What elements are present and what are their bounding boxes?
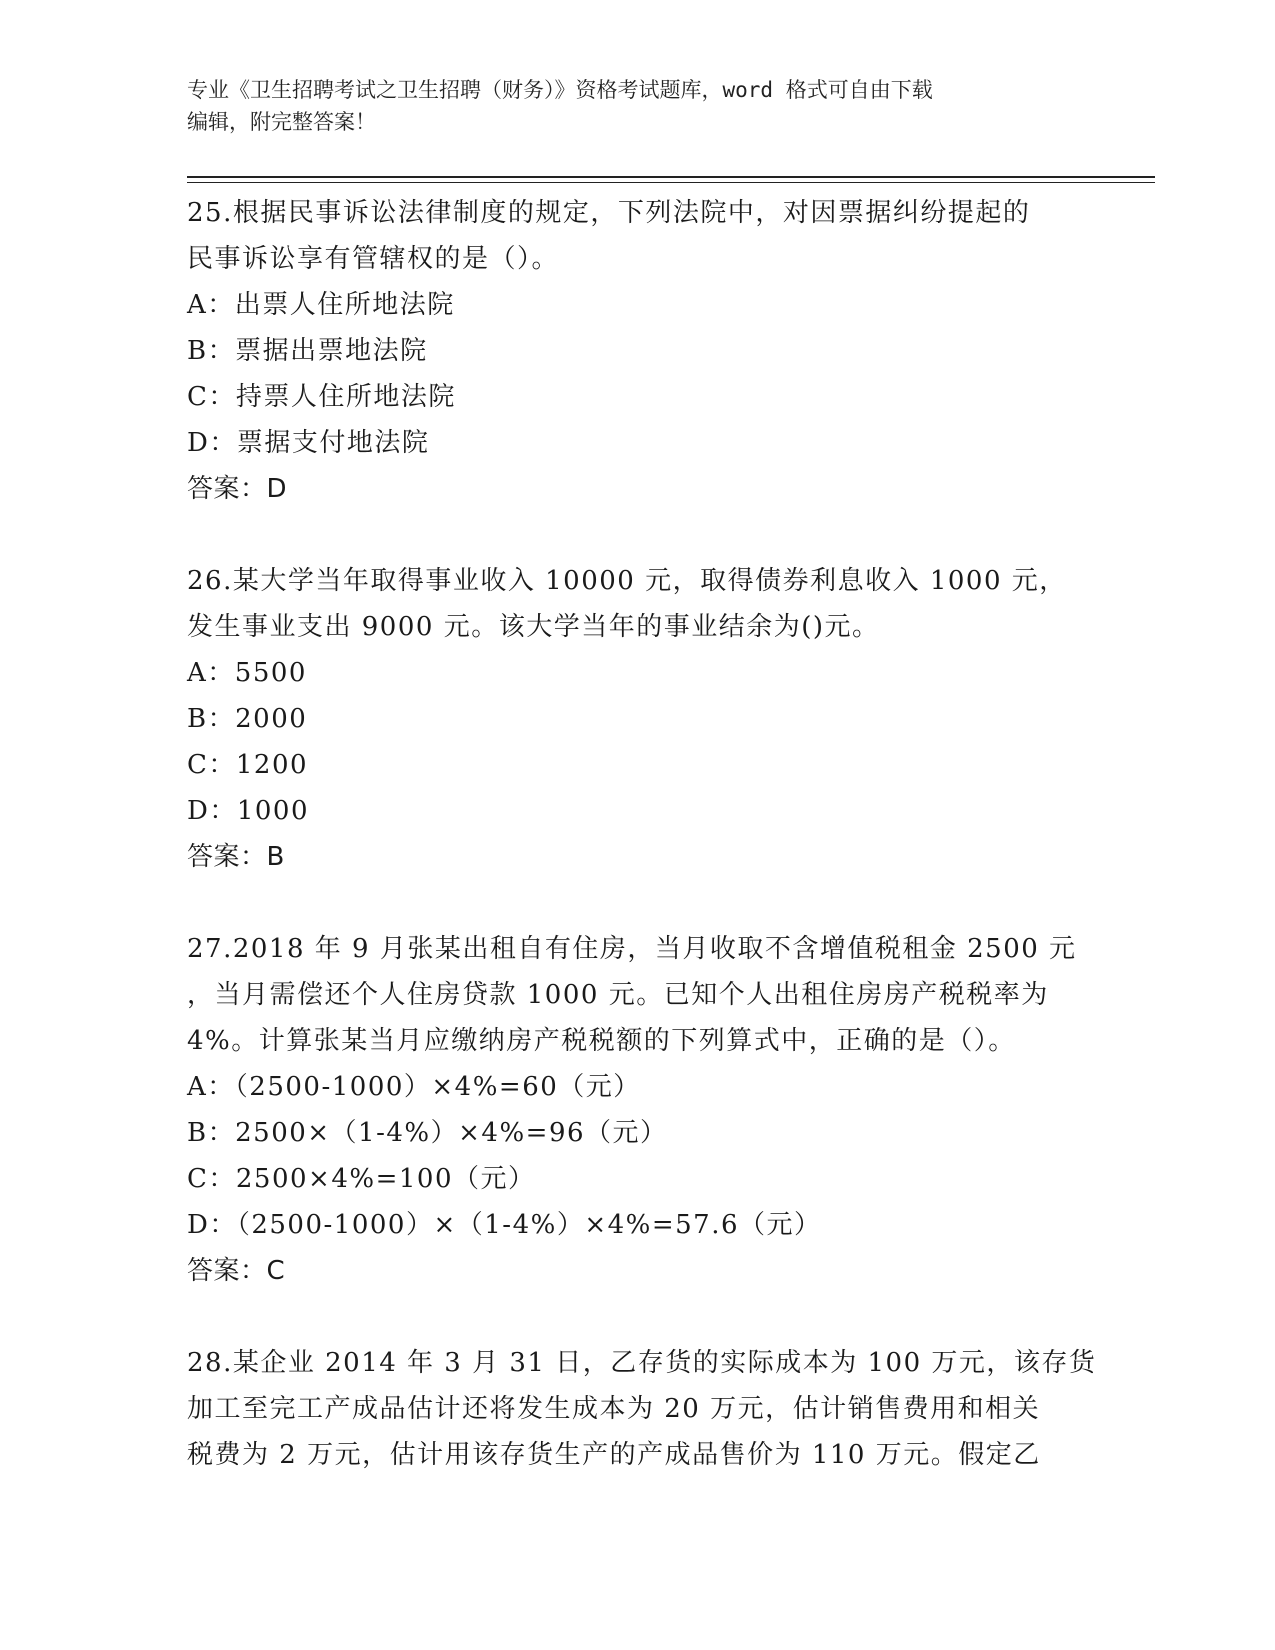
option-c: C：1200	[187, 750, 309, 780]
option-b: B：2500×（1-4%）×4%=96（元）	[187, 1118, 668, 1148]
option-b: B：2000	[187, 704, 308, 734]
option-c: C：2500×4%=100（元）	[187, 1164, 536, 1194]
answer-label: 答案：C	[187, 1256, 286, 1286]
answer-label: 答案：B	[187, 842, 285, 872]
option-d: D：（2500-1000）×（1-4%）×4%=57.6（元）	[187, 1210, 822, 1240]
option-c: C：持票人住所地法院	[187, 382, 456, 412]
question-25	[187, 190, 1087, 512]
stem-line: 税费为 2 万元，估计用该存货生产的产成品售价为 110 万元。假定乙	[187, 1440, 1041, 1470]
stem-line: 民事诉讼享有管辖权的是（）。	[187, 244, 560, 274]
header-line-1: 专业《卫生招聘考试之卫生招聘（财务）》资格考试题库，word 格式可自由下载	[187, 78, 933, 102]
answer-label: 答案：D	[187, 474, 288, 504]
question-list	[187, 190, 1097, 1478]
stem-line: 25.根据民事诉讼法律制度的规定，下列法院中，对因票据纠纷提起的	[187, 198, 1031, 228]
option-a: A：（2500-1000）×4%=60（元）	[187, 1072, 641, 1102]
stem-line: 加工至完工产成品估计还将发生成本为 20 万元，估计销售费用和相关	[187, 1394, 1041, 1424]
question-27	[187, 926, 1087, 1294]
stem-line: 发生事业支出 9000 元。该大学当年的事业结余为()元。	[187, 612, 880, 642]
option-a: A：5500	[187, 658, 307, 688]
stem-line: 27.2018 年 9 月张某出租自有住房，当月收取不含增值税租金 2500 元	[187, 934, 1077, 964]
question-stem	[187, 1340, 1097, 1478]
option-a: A：出票人住所地法院	[187, 290, 455, 320]
question-28	[187, 1340, 1097, 1478]
stem-line: 26.某大学当年取得事业收入 10000 元，取得债券利息收入 1000 元，	[187, 566, 1067, 596]
document-header	[187, 74, 1087, 138]
question-stem	[187, 190, 1087, 282]
question-stem	[187, 926, 1087, 1064]
header-divider-thin	[187, 182, 1155, 183]
option-d: D：票据支付地法院	[187, 428, 430, 458]
stem-line: 4%。计算张某当月应缴纳房产税税额的下列算式中，正确的是（）。	[187, 1026, 1016, 1056]
question-stem	[187, 558, 1087, 650]
stem-line: ，当月需偿还个人住房贷款 1000 元。已知个人出租住房房产税税率为	[187, 980, 1049, 1010]
header-line-2: 编辑，附完整答案！	[187, 110, 376, 134]
option-d: D：1000	[187, 796, 310, 826]
option-b: B：票据出票地法院	[187, 336, 428, 366]
header-divider-thick	[187, 176, 1155, 178]
question-26	[187, 558, 1087, 880]
stem-line: 28.某企业 2014 年 3 月 31 日，乙存货的实际成本为 100 万元，该存货	[187, 1348, 1097, 1378]
